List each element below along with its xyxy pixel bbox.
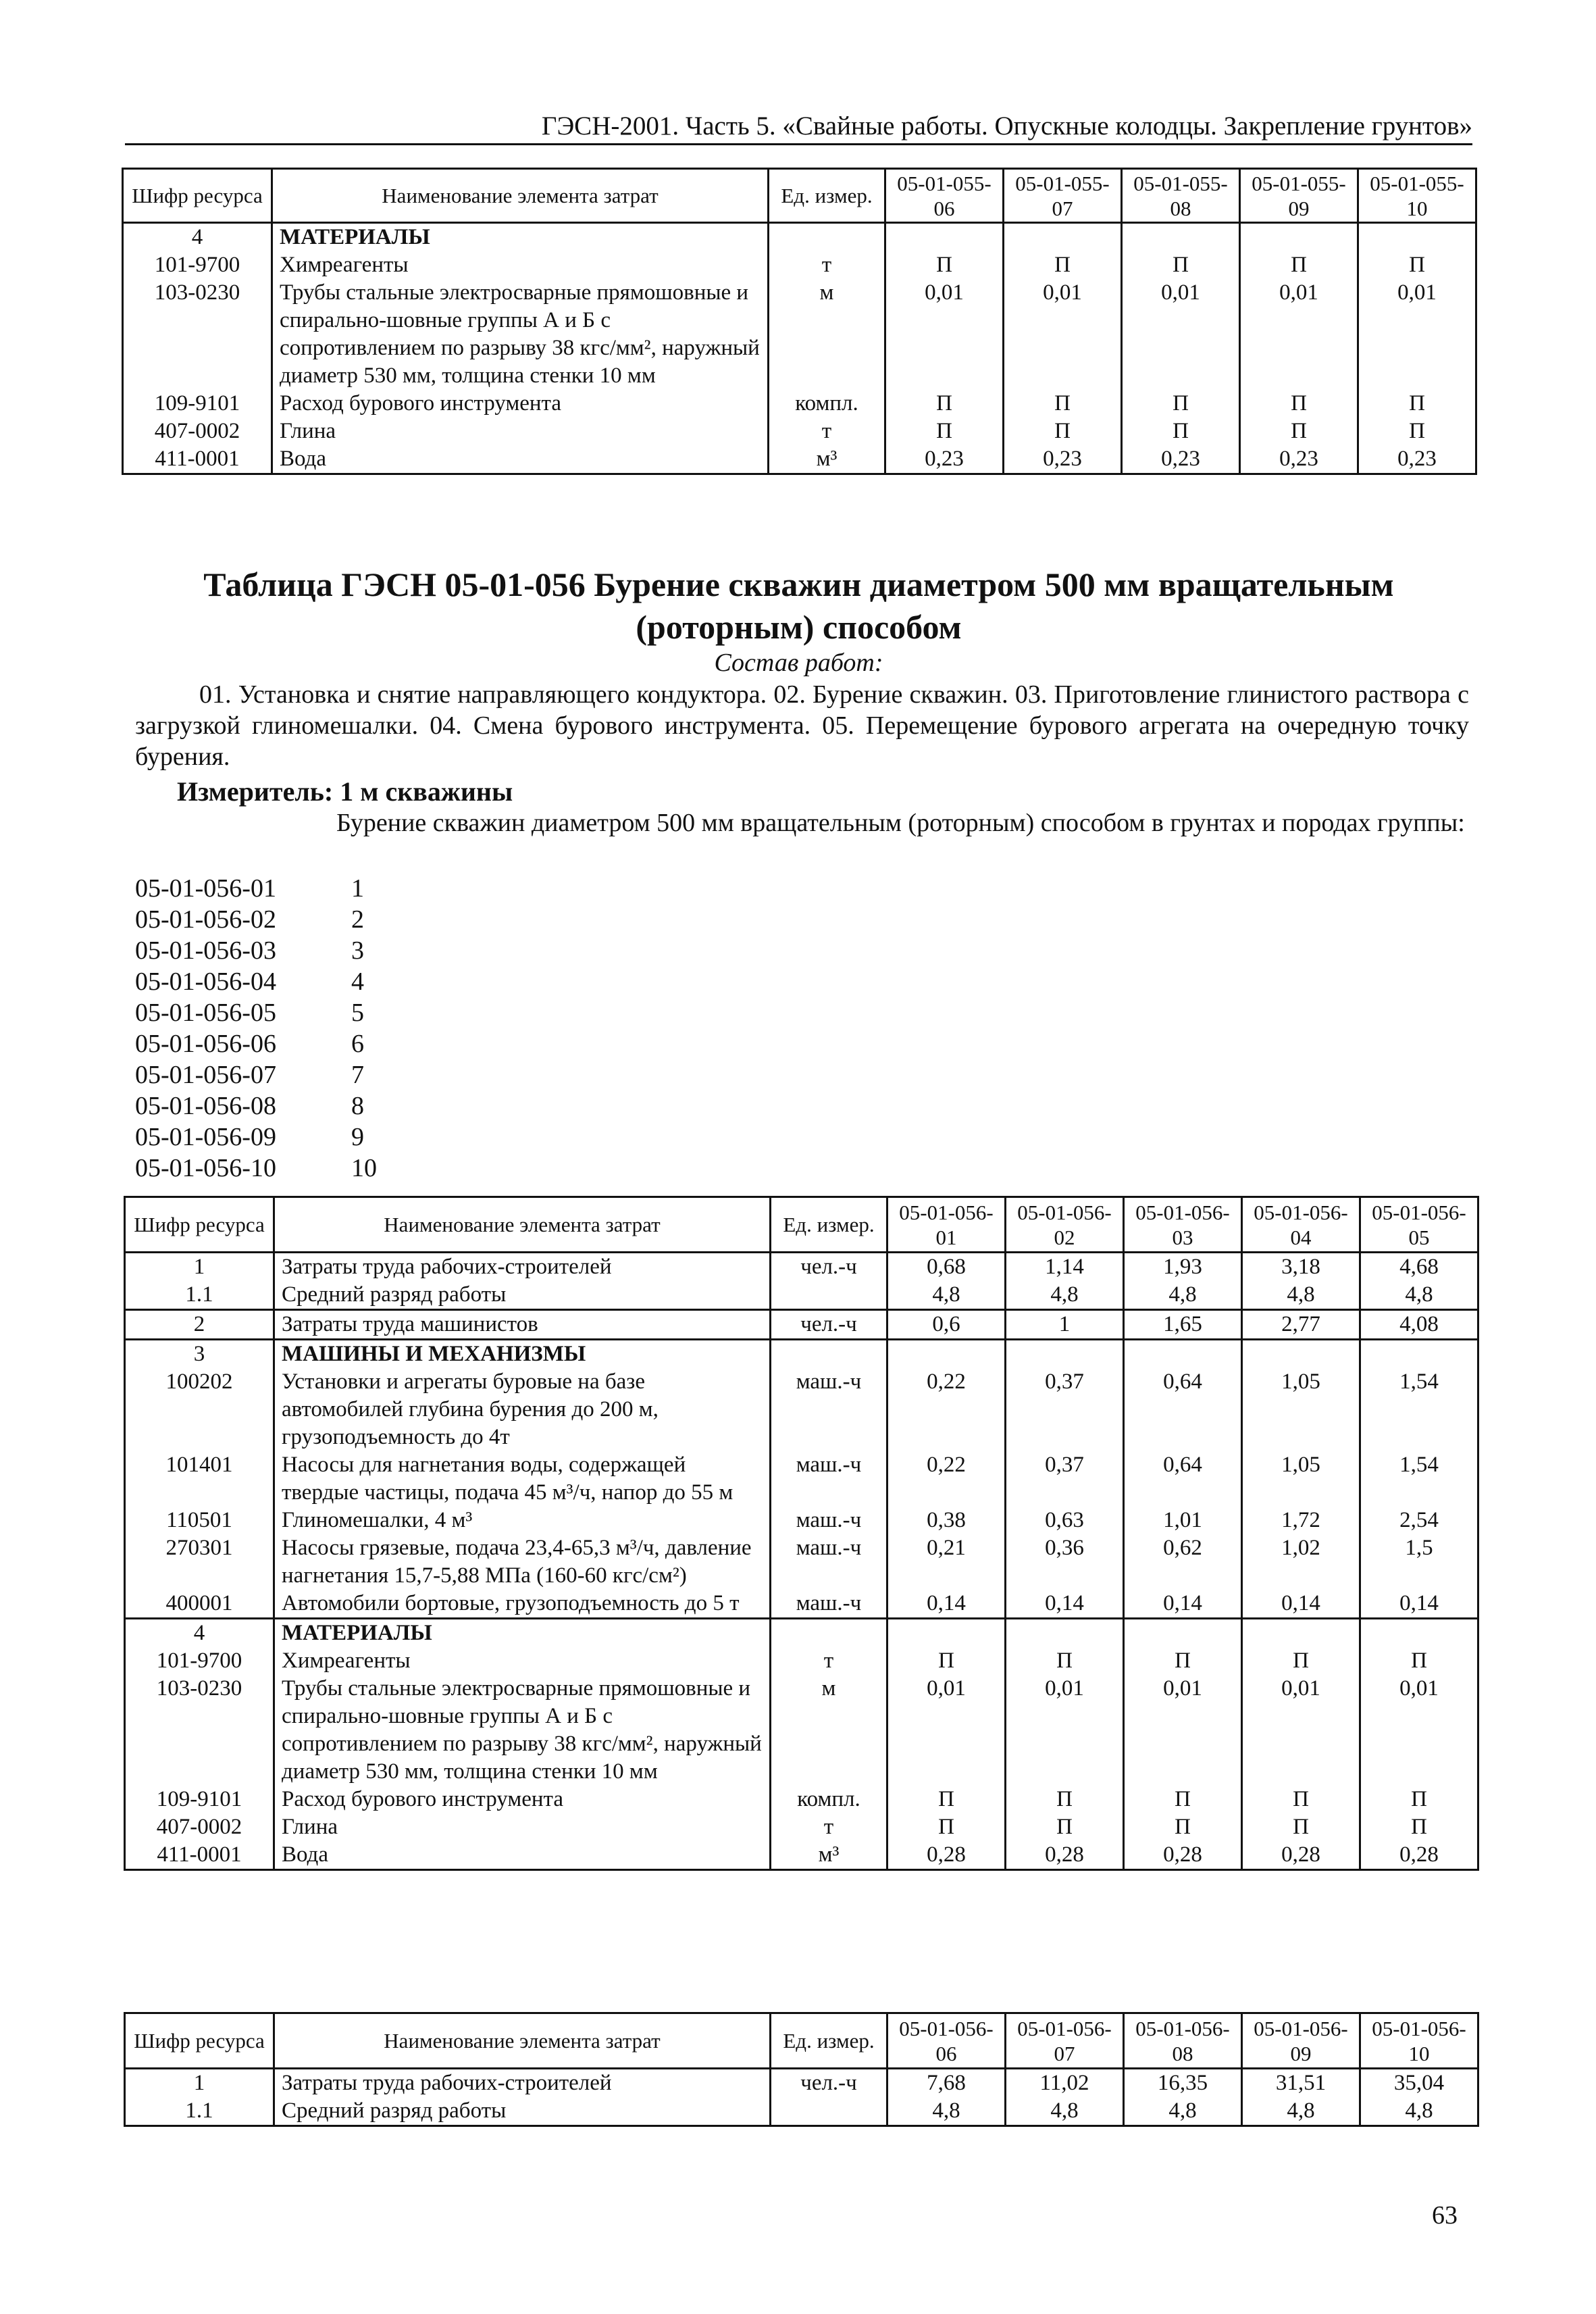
variant-code: 05-01-056-03 <box>135 936 276 965</box>
col-header-variant: 05-01-055-06 <box>885 169 1004 223</box>
col-header-name: Наименование элемента затрат <box>274 2013 771 2069</box>
resource-value: П <box>1360 1813 1478 1841</box>
resource-value <box>1004 223 1122 252</box>
table-row <box>125 2069 1478 2098</box>
resource-value: П <box>887 1647 1006 1675</box>
variant-code: 05-01-056-10 <box>135 1154 276 1182</box>
resource-code: 110501 <box>125 1507 274 1534</box>
resource-table-055 <box>122 168 1477 475</box>
resource-value: П <box>1242 1647 1360 1675</box>
resource-name: Затраты труда рабочих-строителей <box>274 1253 771 1282</box>
resource-value: П <box>1358 251 1476 279</box>
resource-value: 0,01 <box>1004 279 1122 390</box>
resource-code: 4 <box>125 1619 274 1648</box>
table-row <box>125 1813 1478 1841</box>
variant-description: Бурение скважин диаметром 500 мм вращательным (роторным) способом в грунтах и породах группы: <box>336 809 1465 837</box>
resource-value: П <box>1006 1647 1124 1675</box>
resource-unit: т <box>771 1647 887 1675</box>
col-header-variant: 05-01-056-07 <box>1006 2013 1124 2069</box>
resource-value: 0,14 <box>887 1590 1006 1619</box>
resource-unit <box>771 1281 887 1310</box>
variant-code: 05-01-056-09 <box>135 1123 276 1151</box>
resource-unit <box>771 1619 887 1648</box>
resource-value: П <box>1122 418 1240 445</box>
resource-value: П <box>1240 390 1358 418</box>
resource-unit: т <box>769 251 885 279</box>
resource-code: 4 <box>123 223 272 252</box>
resource-name: Химреагенты <box>272 251 769 279</box>
composition-label: Состав работ: <box>714 649 883 677</box>
col-header-variant: 05-01-056-02 <box>1006 1197 1124 1253</box>
variant-group: 10 <box>351 1154 377 1182</box>
running-header: ГЭСН-2001. Часть 5. «Свайные работы. Опускные колодцы. Закрепление грунтов» <box>541 111 1472 141</box>
col-header-variant: 05-01-056-06 <box>887 2013 1006 2069</box>
col-header-variant: 05-01-056-08 <box>1124 2013 1242 2069</box>
page-number: 63 <box>1432 2201 1458 2230</box>
resource-value: 1,93 <box>1124 1253 1242 1282</box>
resource-name: Затраты труда машинистов <box>274 1310 771 1340</box>
resource-value: 0,23 <box>885 445 1004 474</box>
resource-value: 0,22 <box>887 1368 1006 1451</box>
resource-unit: компл. <box>769 390 885 418</box>
resource-code: 407-0002 <box>125 1813 274 1841</box>
resource-value: 0,01 <box>1242 1675 1360 1786</box>
resource-value: 0,28 <box>887 1841 1006 1870</box>
resource-value: 0,22 <box>887 1451 1006 1507</box>
table-row <box>125 1675 1478 1786</box>
table-title: Таблица ГЭСН 05-01-056 Бурение скважин диаметром 500 мм вращательным (роторным) способом <box>203 565 1394 646</box>
variant-item <box>135 1090 377 1122</box>
resource-name: Глина <box>274 1813 771 1841</box>
resource-value: 0,63 <box>1006 1507 1124 1534</box>
table-row <box>123 390 1476 418</box>
resource-name: Трубы стальные электросварные прямошовные и спирально-шовные группы А и Б с сопротивлением по разрыву 38 кгс/мм², наружный диаметр 530 мм, толщина стенки 10 мм <box>274 1675 771 1786</box>
resource-value: 1,01 <box>1124 1507 1242 1534</box>
col-header-code: Шифр ресурса <box>125 1197 274 1253</box>
resource-code: 101-9700 <box>125 1647 274 1675</box>
col-header-variant: 05-01-055-09 <box>1240 169 1358 223</box>
variant-item <box>135 1122 377 1153</box>
resource-unit: м³ <box>771 1841 887 1870</box>
resource-value: 0,01 <box>1006 1675 1124 1786</box>
resource-value: 0,01 <box>1124 1675 1242 1786</box>
table-row <box>123 418 1476 445</box>
resource-value: 0,6 <box>887 1310 1006 1340</box>
resource-code: 270301 <box>125 1534 274 1590</box>
variant-group: 1 <box>351 874 364 903</box>
resource-name: Насосы для нагнетания воды, содержащей твердые частицы, подача 45 м³/ч, напор до 55 м <box>274 1451 771 1507</box>
resource-value: 1 <box>1006 1310 1124 1340</box>
col-header-name: Наименование элемента затрат <box>274 1197 771 1253</box>
resource-value: 0,64 <box>1124 1368 1242 1451</box>
resource-value: 35,04 <box>1360 2069 1478 2098</box>
resource-name: Установки и агрегаты буровые на базе автомобилей глубина бурения до 200 м, грузоподъемность до 4т <box>274 1368 771 1451</box>
resource-code: 1 <box>125 1253 274 1282</box>
resource-value <box>1360 1340 1478 1369</box>
resource-name: Глиномешалки, 4 м³ <box>274 1507 771 1534</box>
resource-value <box>1124 1619 1242 1648</box>
resource-unit <box>771 2097 887 2126</box>
resource-value <box>1358 223 1476 252</box>
resource-name: Трубы стальные электросварные прямошовные и спирально-шовные группы А и Б с сопротивлением по разрыву 38 кгс/мм², наружный диаметр 530 мм, толщина стенки 10 мм <box>272 279 769 390</box>
resource-value: 0,01 <box>1240 279 1358 390</box>
resource-value: 4,8 <box>1006 2097 1124 2126</box>
resource-value: 0,14 <box>1242 1590 1360 1619</box>
table-row <box>123 251 1476 279</box>
table-row <box>125 2097 1478 2126</box>
resource-unit <box>769 223 885 252</box>
resource-value: 3,18 <box>1242 1253 1360 1282</box>
resource-value: П <box>1122 251 1240 279</box>
resource-value: 0,28 <box>1124 1841 1242 1870</box>
resource-name: Вода <box>272 445 769 474</box>
resource-value: 1,65 <box>1124 1310 1242 1340</box>
table-row <box>125 1368 1478 1451</box>
resource-value: 0,36 <box>1006 1534 1124 1590</box>
resource-value: 0,01 <box>1358 279 1476 390</box>
resource-value: 0,01 <box>887 1675 1006 1786</box>
resource-value: 1,72 <box>1242 1507 1360 1534</box>
resource-value <box>887 1619 1006 1648</box>
variant-item <box>135 935 377 966</box>
col-header-variant: 05-01-056-05 <box>1360 1197 1478 1253</box>
variant-group: 7 <box>351 1061 364 1089</box>
resource-name: МАШИНЫ И МЕХАНИЗМЫ <box>274 1340 771 1369</box>
resource-value: 4,8 <box>887 1281 1006 1310</box>
resource-value: 0,14 <box>1360 1590 1478 1619</box>
resource-value: П <box>1006 1786 1124 1813</box>
resource-value: 4,8 <box>1360 1281 1478 1310</box>
resource-value: 4,8 <box>1360 2097 1478 2126</box>
resource-code: 103-0230 <box>125 1675 274 1786</box>
col-header-unit: Ед. измер. <box>769 169 885 223</box>
variant-group: 8 <box>351 1092 364 1120</box>
resource-value: П <box>1242 1813 1360 1841</box>
col-header-code: Шифр ресурса <box>123 169 272 223</box>
resource-code: 1 <box>125 2069 274 2098</box>
resource-value <box>1240 223 1358 252</box>
resource-value: 0,21 <box>887 1534 1006 1590</box>
variant-item <box>135 1059 377 1090</box>
table-row <box>123 223 1476 252</box>
col-header-variant: 05-01-056-03 <box>1124 1197 1242 1253</box>
table-row <box>125 1507 1478 1534</box>
resource-value: 0,28 <box>1242 1841 1360 1870</box>
variant-item <box>135 1153 377 1184</box>
col-header-variant: 05-01-056-09 <box>1242 2013 1360 2069</box>
variant-group: 5 <box>351 999 364 1027</box>
resource-unit: м <box>771 1675 887 1786</box>
resource-code: 407-0002 <box>123 418 272 445</box>
resource-value: П <box>1124 1647 1242 1675</box>
resource-value: П <box>1240 251 1358 279</box>
resource-value: П <box>1358 390 1476 418</box>
resource-value: 1,5 <box>1360 1534 1478 1590</box>
resource-value <box>1122 223 1240 252</box>
resource-code: 100202 <box>125 1368 274 1451</box>
resource-name: Вода <box>274 1841 771 1870</box>
resource-value: 4,08 <box>1360 1310 1478 1340</box>
table-row <box>123 279 1476 390</box>
resource-unit: т <box>769 418 885 445</box>
resource-value: 0,38 <box>887 1507 1006 1534</box>
table-row <box>125 1841 1478 1870</box>
resource-value: 2,54 <box>1360 1507 1478 1534</box>
resource-value: П <box>1004 418 1122 445</box>
variant-item <box>135 873 377 904</box>
resource-code: 109-9101 <box>123 390 272 418</box>
resource-value: 0,01 <box>1360 1675 1478 1786</box>
resource-value: 1,05 <box>1242 1451 1360 1507</box>
col-header-unit: Ед. измер. <box>771 2013 887 2069</box>
resource-value: П <box>887 1813 1006 1841</box>
resource-value: П <box>1242 1786 1360 1813</box>
variant-item <box>135 904 377 935</box>
table-row <box>125 1340 1478 1369</box>
resource-value: 4,8 <box>1242 1281 1360 1310</box>
resource-code: 2 <box>125 1310 274 1340</box>
resource-value: П <box>1006 1813 1124 1841</box>
resource-value: 7,68 <box>887 2069 1006 2098</box>
resource-value: 0,23 <box>1122 445 1240 474</box>
col-header-variant: 05-01-055-07 <box>1004 169 1122 223</box>
resource-value: 4,8 <box>887 2097 1006 2126</box>
resource-code: 411-0001 <box>123 445 272 474</box>
header-rule <box>125 143 1472 145</box>
resource-value: П <box>887 1786 1006 1813</box>
table-row <box>125 1590 1478 1619</box>
resource-value: 1,05 <box>1242 1368 1360 1451</box>
table-row <box>125 1647 1478 1675</box>
table-row <box>125 1451 1478 1507</box>
resource-value: 0,28 <box>1006 1841 1124 1870</box>
resource-value: 0,01 <box>1122 279 1240 390</box>
resource-name: Расход бурового инструмента <box>274 1786 771 1813</box>
resource-name: Средний разряд работы <box>274 2097 771 2126</box>
resource-value: П <box>885 251 1004 279</box>
col-header-variant: 05-01-056-04 <box>1242 1197 1360 1253</box>
resource-value <box>1006 1619 1124 1648</box>
table-row <box>125 1534 1478 1590</box>
composition-text: 01. Установка и снятие направляющего кондуктора. 02. Бурение скважин. 03. Приготовление глинистого раствора с загрузкой глиномешалки. 04. Смена бурового инструмента. 05. Перемещение бурового агрегата на очередную точку бурения. <box>135 680 1469 771</box>
variant-code: 05-01-056-04 <box>135 967 276 996</box>
resource-value: 0,37 <box>1006 1368 1124 1451</box>
variant-code: 05-01-056-08 <box>135 1092 276 1120</box>
resource-unit: маш.-ч <box>771 1451 887 1507</box>
variant-group: 9 <box>351 1123 364 1151</box>
resource-code: 103-0230 <box>123 279 272 390</box>
resource-code: 109-9101 <box>125 1786 274 1813</box>
col-header-variant: 05-01-056-01 <box>887 1197 1006 1253</box>
resource-unit: маш.-ч <box>771 1590 887 1619</box>
resource-name: МАТЕРИАЛЫ <box>272 223 769 252</box>
resource-value: 0,68 <box>887 1253 1006 1282</box>
table-row <box>125 1619 1478 1648</box>
resource-value: 0,14 <box>1006 1590 1124 1619</box>
resource-value <box>1242 1340 1360 1369</box>
resource-value: 1,14 <box>1006 1253 1124 1282</box>
variant-group: 3 <box>351 936 364 965</box>
resource-name: Насосы грязевые, подача 23,4-65,3 м³/ч, давление нагнетания 15,7-5,88 МПа (160-60 кгс/см²) <box>274 1534 771 1590</box>
resource-name: Химреагенты <box>274 1647 771 1675</box>
resource-value <box>887 1340 1006 1369</box>
col-header-unit: Ед. измер. <box>771 1197 887 1253</box>
variant-code: 05-01-056-06 <box>135 1030 276 1058</box>
resource-value: П <box>1124 1786 1242 1813</box>
resource-name: МАТЕРИАЛЫ <box>274 1619 771 1648</box>
resource-value: 0,23 <box>1240 445 1358 474</box>
table-row <box>123 445 1476 474</box>
resource-name: Средний разряд работы <box>274 1281 771 1310</box>
resource-value <box>1242 1619 1360 1648</box>
resource-value: 2,77 <box>1242 1310 1360 1340</box>
resource-code: 1.1 <box>125 2097 274 2126</box>
resource-value: 4,8 <box>1124 2097 1242 2126</box>
resource-name: Автомобили бортовые, грузоподъемность до 5 т <box>274 1590 771 1619</box>
resource-value: П <box>885 418 1004 445</box>
resource-code: 400001 <box>125 1590 274 1619</box>
resource-name: Расход бурового инструмента <box>272 390 769 418</box>
variant-list <box>135 873 377 1184</box>
resource-value <box>1360 1619 1478 1648</box>
resource-value: 11,02 <box>1006 2069 1124 2098</box>
resource-unit: т <box>771 1813 887 1841</box>
variant-group: 6 <box>351 1030 364 1058</box>
resource-unit: чел.-ч <box>771 1310 887 1340</box>
resource-unit: маш.-ч <box>771 1534 887 1590</box>
resource-value: 31,51 <box>1242 2069 1360 2098</box>
variant-item <box>135 966 377 997</box>
resource-value: 4,8 <box>1242 2097 1360 2126</box>
resource-unit: чел.-ч <box>771 2069 887 2098</box>
resource-value: 1,02 <box>1242 1534 1360 1590</box>
variant-code: 05-01-056-07 <box>135 1061 276 1089</box>
resource-unit: м <box>769 279 885 390</box>
resource-value: 0,14 <box>1124 1590 1242 1619</box>
col-header-variant: 05-01-055-08 <box>1122 169 1240 223</box>
resource-value: 0,64 <box>1124 1451 1242 1507</box>
resource-name: Затраты труда рабочих-строителей <box>274 2069 771 2098</box>
resource-value <box>1124 1340 1242 1369</box>
resource-value: 4,8 <box>1124 1281 1242 1310</box>
variant-code: 05-01-056-05 <box>135 999 276 1027</box>
resource-code: 101401 <box>125 1451 274 1507</box>
resource-value <box>885 223 1004 252</box>
resource-value: 0,23 <box>1358 445 1476 474</box>
resource-value <box>1006 1340 1124 1369</box>
resource-code: 101-9700 <box>123 251 272 279</box>
variant-code: 05-01-056-01 <box>135 874 276 903</box>
resource-value: 16,35 <box>1124 2069 1242 2098</box>
resource-value: П <box>1004 390 1122 418</box>
resource-unit: компл. <box>771 1786 887 1813</box>
resource-value: П <box>1360 1786 1478 1813</box>
resource-value: 0,37 <box>1006 1451 1124 1507</box>
table-row <box>125 1281 1478 1310</box>
variant-group: 4 <box>351 967 364 996</box>
resource-value: П <box>1004 251 1122 279</box>
resource-value: 4,8 <box>1006 1281 1124 1310</box>
resource-value: 4,68 <box>1360 1253 1478 1282</box>
resource-value: П <box>1358 418 1476 445</box>
resource-unit: м³ <box>769 445 885 474</box>
variant-item <box>135 1028 377 1059</box>
resource-code: 411-0001 <box>125 1841 274 1870</box>
resource-value: П <box>1124 1813 1242 1841</box>
table-row <box>125 1786 1478 1813</box>
resource-value: 0,01 <box>885 279 1004 390</box>
resource-unit: маш.-ч <box>771 1368 887 1451</box>
resource-code: 3 <box>125 1340 274 1369</box>
resource-name: Глина <box>272 418 769 445</box>
resource-unit <box>771 1340 887 1369</box>
variant-item <box>135 997 377 1028</box>
resource-table-056-part1 <box>124 1196 1479 1871</box>
col-header-name: Наименование элемента затрат <box>272 169 769 223</box>
col-header-variant: 05-01-056-10 <box>1360 2013 1478 2069</box>
resource-unit: маш.-ч <box>771 1507 887 1534</box>
resource-code: 1.1 <box>125 1281 274 1310</box>
variant-code: 05-01-056-02 <box>135 905 276 934</box>
variant-group: 2 <box>351 905 364 934</box>
resource-unit: чел.-ч <box>771 1253 887 1282</box>
resource-value: 0,62 <box>1124 1534 1242 1590</box>
resource-value: П <box>1122 390 1240 418</box>
resource-value: 0,28 <box>1360 1841 1478 1870</box>
measure-unit: Измеритель: 1 м скважины <box>177 776 513 807</box>
table-row <box>125 1253 1478 1282</box>
col-header-variant: 05-01-055-10 <box>1358 169 1476 223</box>
resource-value: П <box>1360 1647 1478 1675</box>
resource-value: 0,23 <box>1004 445 1122 474</box>
resource-value: 1,54 <box>1360 1368 1478 1451</box>
table-row <box>125 1310 1478 1340</box>
col-header-code: Шифр ресурса <box>125 2013 274 2069</box>
resource-value: 1,54 <box>1360 1451 1478 1507</box>
resource-table-056-part2 <box>124 2012 1479 2127</box>
resource-value: П <box>885 390 1004 418</box>
resource-value: П <box>1240 418 1358 445</box>
